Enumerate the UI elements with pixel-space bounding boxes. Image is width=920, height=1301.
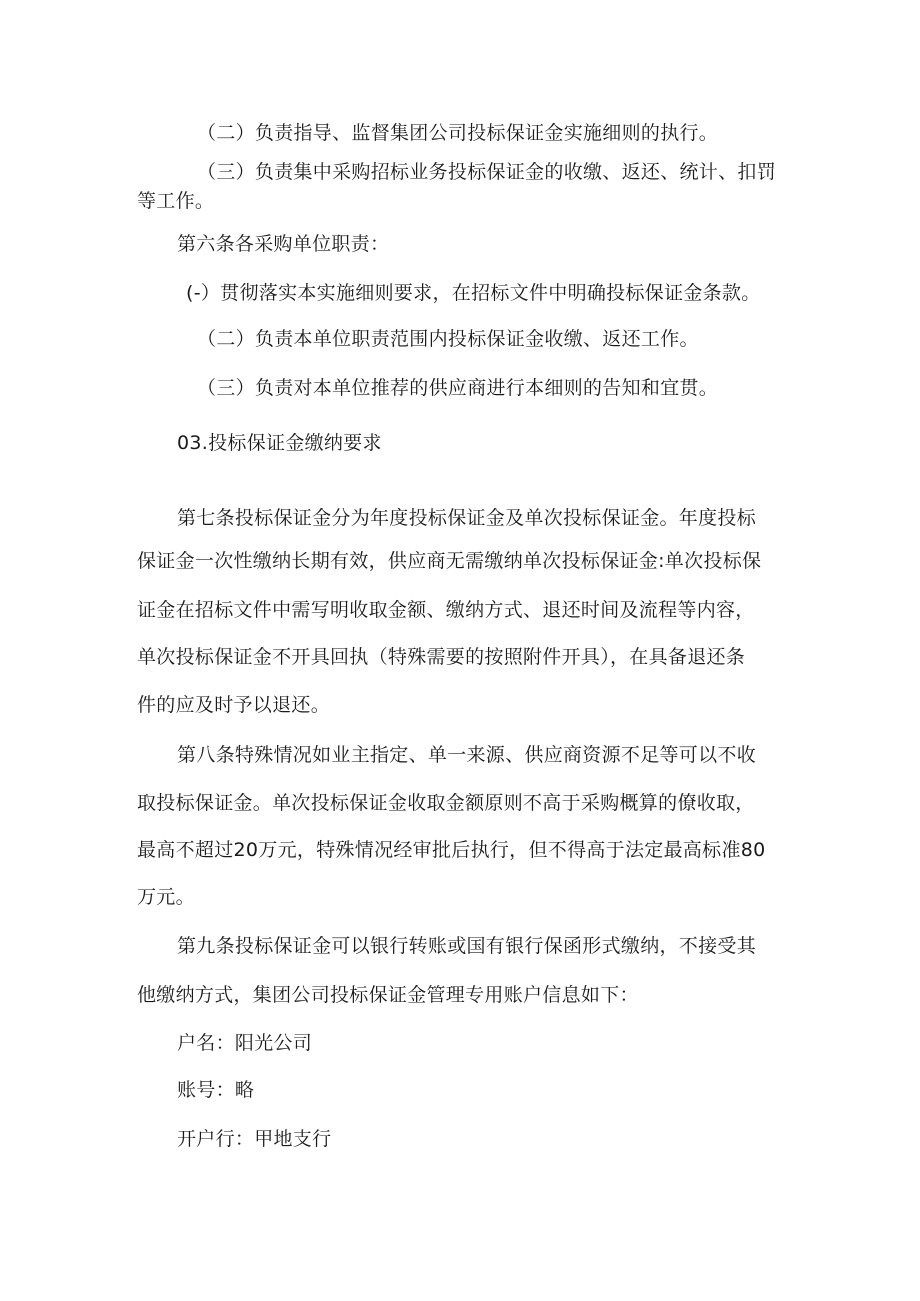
article-9-line-1: 第九条投标保证金可以银行转账或国有银行保函形式缴纳，不接受其 xyxy=(177,935,757,957)
article-8-line-2: 取投标保证金。单次投标保证金收取金额原则不高于采购概算的僚收取， xyxy=(137,792,755,814)
article-8-line-1: 第八条特殊情况如业主指定、单一来源、供应商资源不足等可以不收 xyxy=(177,744,757,766)
paragraph-unit-duty-3: （三）负责对本单位推荐的供应商进行本细则的告知和宜贯。 xyxy=(197,377,719,399)
article-7-line-4: 单次投标保证金不开具回执（特殊需要的按照附件开具），在具备退还条 xyxy=(137,646,746,668)
paragraph-unit-duty-2: （二）负责本单位职责范围内投标保证金收缴、返还工作。 xyxy=(197,328,699,350)
article-7-line-3: 证金在招标文件中需写明收取金额、缴纳方式、退还时间及流程等内容， xyxy=(137,599,755,621)
article-6-heading: 第六条各采购单位职责： xyxy=(177,233,390,255)
article-8-line-3: 最高不超过20万元，特殊情况经审批后执行，但不得高于法定最高标准80 xyxy=(137,839,766,861)
article-7-line-2: 保证金一次性缴纳长期有效，供应商无需缴纳单次投标保证金:单次投标保 xyxy=(137,550,762,572)
account-name: 户名：阳光公司 xyxy=(177,1032,313,1054)
paragraph-duty-3-line-1: （三）负责集中采购招标业务投标保证金的收缴、返还、统计、扣罚 xyxy=(197,161,777,183)
article-7-line-5: 件的应及时予以退还。 xyxy=(137,694,331,716)
paragraph-duty-3-line-2: 等工作。 xyxy=(137,190,215,212)
paragraph-duty-2: （二）负责指导、监督集团公司投标保证金实施细则的执行。 xyxy=(197,122,719,144)
article-8-line-4: 万元。 xyxy=(137,886,195,908)
account-bank: 开户行：甲地支行 xyxy=(177,1128,332,1150)
article-9-line-2: 他缴纳方式，集团公司投标保证金管理专用账户信息如下： xyxy=(137,984,639,1006)
section-03-heading: 03.投标保证金缴纳要求 xyxy=(177,432,382,454)
article-7-line-1: 第七条投标保证金分为年度投标保证金及单次投标保证金。年度投标 xyxy=(177,507,757,529)
account-number: 账号：略 xyxy=(177,1079,255,1101)
paragraph-unit-duty-1: (-）贯彻落实本实施细则要求，在招标文件中明确投标保证金条款。 xyxy=(186,282,761,304)
